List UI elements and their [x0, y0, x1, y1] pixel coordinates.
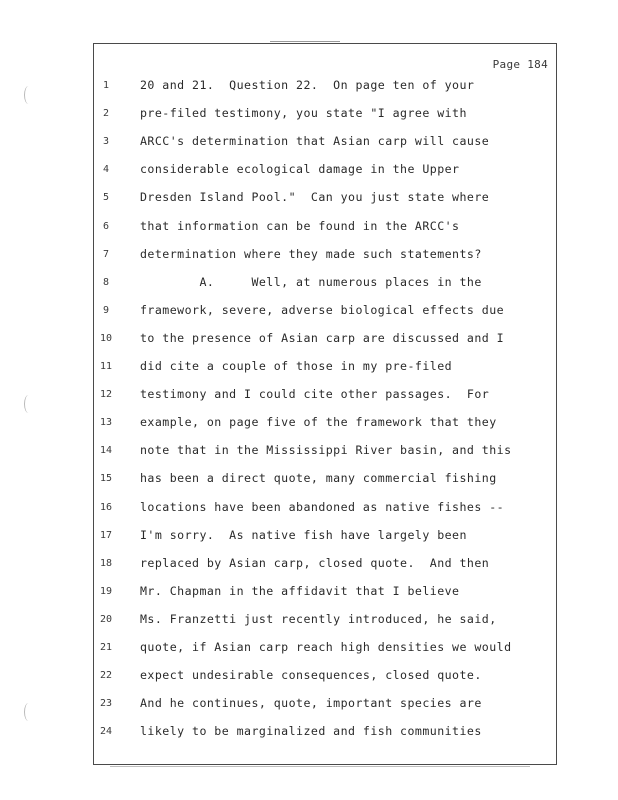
line-number: 2	[102, 108, 110, 120]
transcript-line: likely to be marginalized and fish communities	[140, 724, 482, 739]
transcript-line: I'm sorry. As native fish have largely been	[140, 527, 467, 542]
transcript-line: ARCC's determination that Asian carp will cause	[140, 134, 490, 149]
transcript-line: Mr. Chapman in the affidavit that I believe	[140, 583, 460, 598]
line-number: 10	[99, 332, 113, 344]
transcript-line: note that in the Mississippi River basin, and this	[140, 443, 512, 458]
transcript-line: And he continues, quote, important species are	[140, 696, 482, 711]
punch-hole-mark-top	[24, 86, 33, 104]
transcript-line: did cite a couple of those in my pre-filed	[140, 359, 453, 373]
transcript-line: considerable ecological damage in the Upper	[140, 162, 460, 177]
line-number: 18	[99, 557, 113, 569]
line-number: 21	[99, 642, 113, 653]
punch-hole-mark-middle	[24, 395, 33, 413]
scan-artifact-bottom	[110, 766, 530, 767]
transcript-line: quote, if Asian carp reach high densities we would	[140, 640, 512, 654]
line-number: 7	[102, 248, 110, 260]
line-number: 23	[99, 698, 113, 710]
line-number: 16	[99, 501, 113, 513]
transcript-line: A. Well, at numerous places in the	[140, 274, 482, 289]
transcript-line: example, on page five of the framework that they	[140, 415, 497, 430]
line-number: 6	[102, 220, 110, 232]
line-number: 4	[102, 164, 110, 176]
transcript-page	[93, 43, 557, 765]
line-number: 19	[99, 585, 113, 597]
line-number: 1	[102, 80, 110, 91]
line-number: 8	[102, 276, 110, 288]
line-number: 3	[102, 136, 110, 148]
page-number: Page 184	[492, 58, 548, 71]
transcript-line: pre-filed testimony, you state "I agree with	[140, 106, 467, 121]
transcript-line: expect undesirable consequences, closed quote.	[140, 668, 482, 683]
transcript-line: 20 and 21. Question 22. On page ten of your	[140, 78, 475, 92]
transcript-line: testimony and I could cite other passages. For	[140, 387, 490, 402]
line-number: 14	[99, 445, 113, 457]
line-number: 11	[99, 361, 113, 372]
line-number: 24	[99, 726, 113, 738]
transcript-line: to the presence of Asian carp are discussed and I	[140, 330, 505, 345]
punch-hole-mark-bottom	[24, 703, 33, 721]
line-number: 9	[102, 304, 110, 316]
transcript-line: determination where they made such statements?	[140, 246, 482, 261]
transcript-line: that information can be found in the ARCC's	[140, 218, 460, 233]
line-number: 12	[99, 389, 113, 401]
transcript-line: replaced by Asian carp, closed quote. And then	[140, 555, 490, 570]
transcript-line: Dresden Island Pool." Can you just state where	[140, 190, 490, 205]
transcript-line: framework, severe, adverse biological effects due	[140, 302, 505, 317]
line-number: 5	[102, 192, 110, 204]
line-number: 20	[99, 613, 113, 625]
line-number: 17	[99, 529, 113, 541]
transcript-line: locations have been abandoned as native fishes --	[140, 499, 505, 514]
line-number: 22	[99, 670, 113, 682]
line-number: 13	[99, 417, 113, 429]
transcript-line: has been a direct quote, many commercial fishing	[140, 471, 497, 486]
transcript-line: Ms. Franzetti just recently introduced, he said,	[140, 611, 497, 626]
line-number: 15	[99, 473, 113, 485]
scan-artifact-top	[270, 41, 340, 42]
